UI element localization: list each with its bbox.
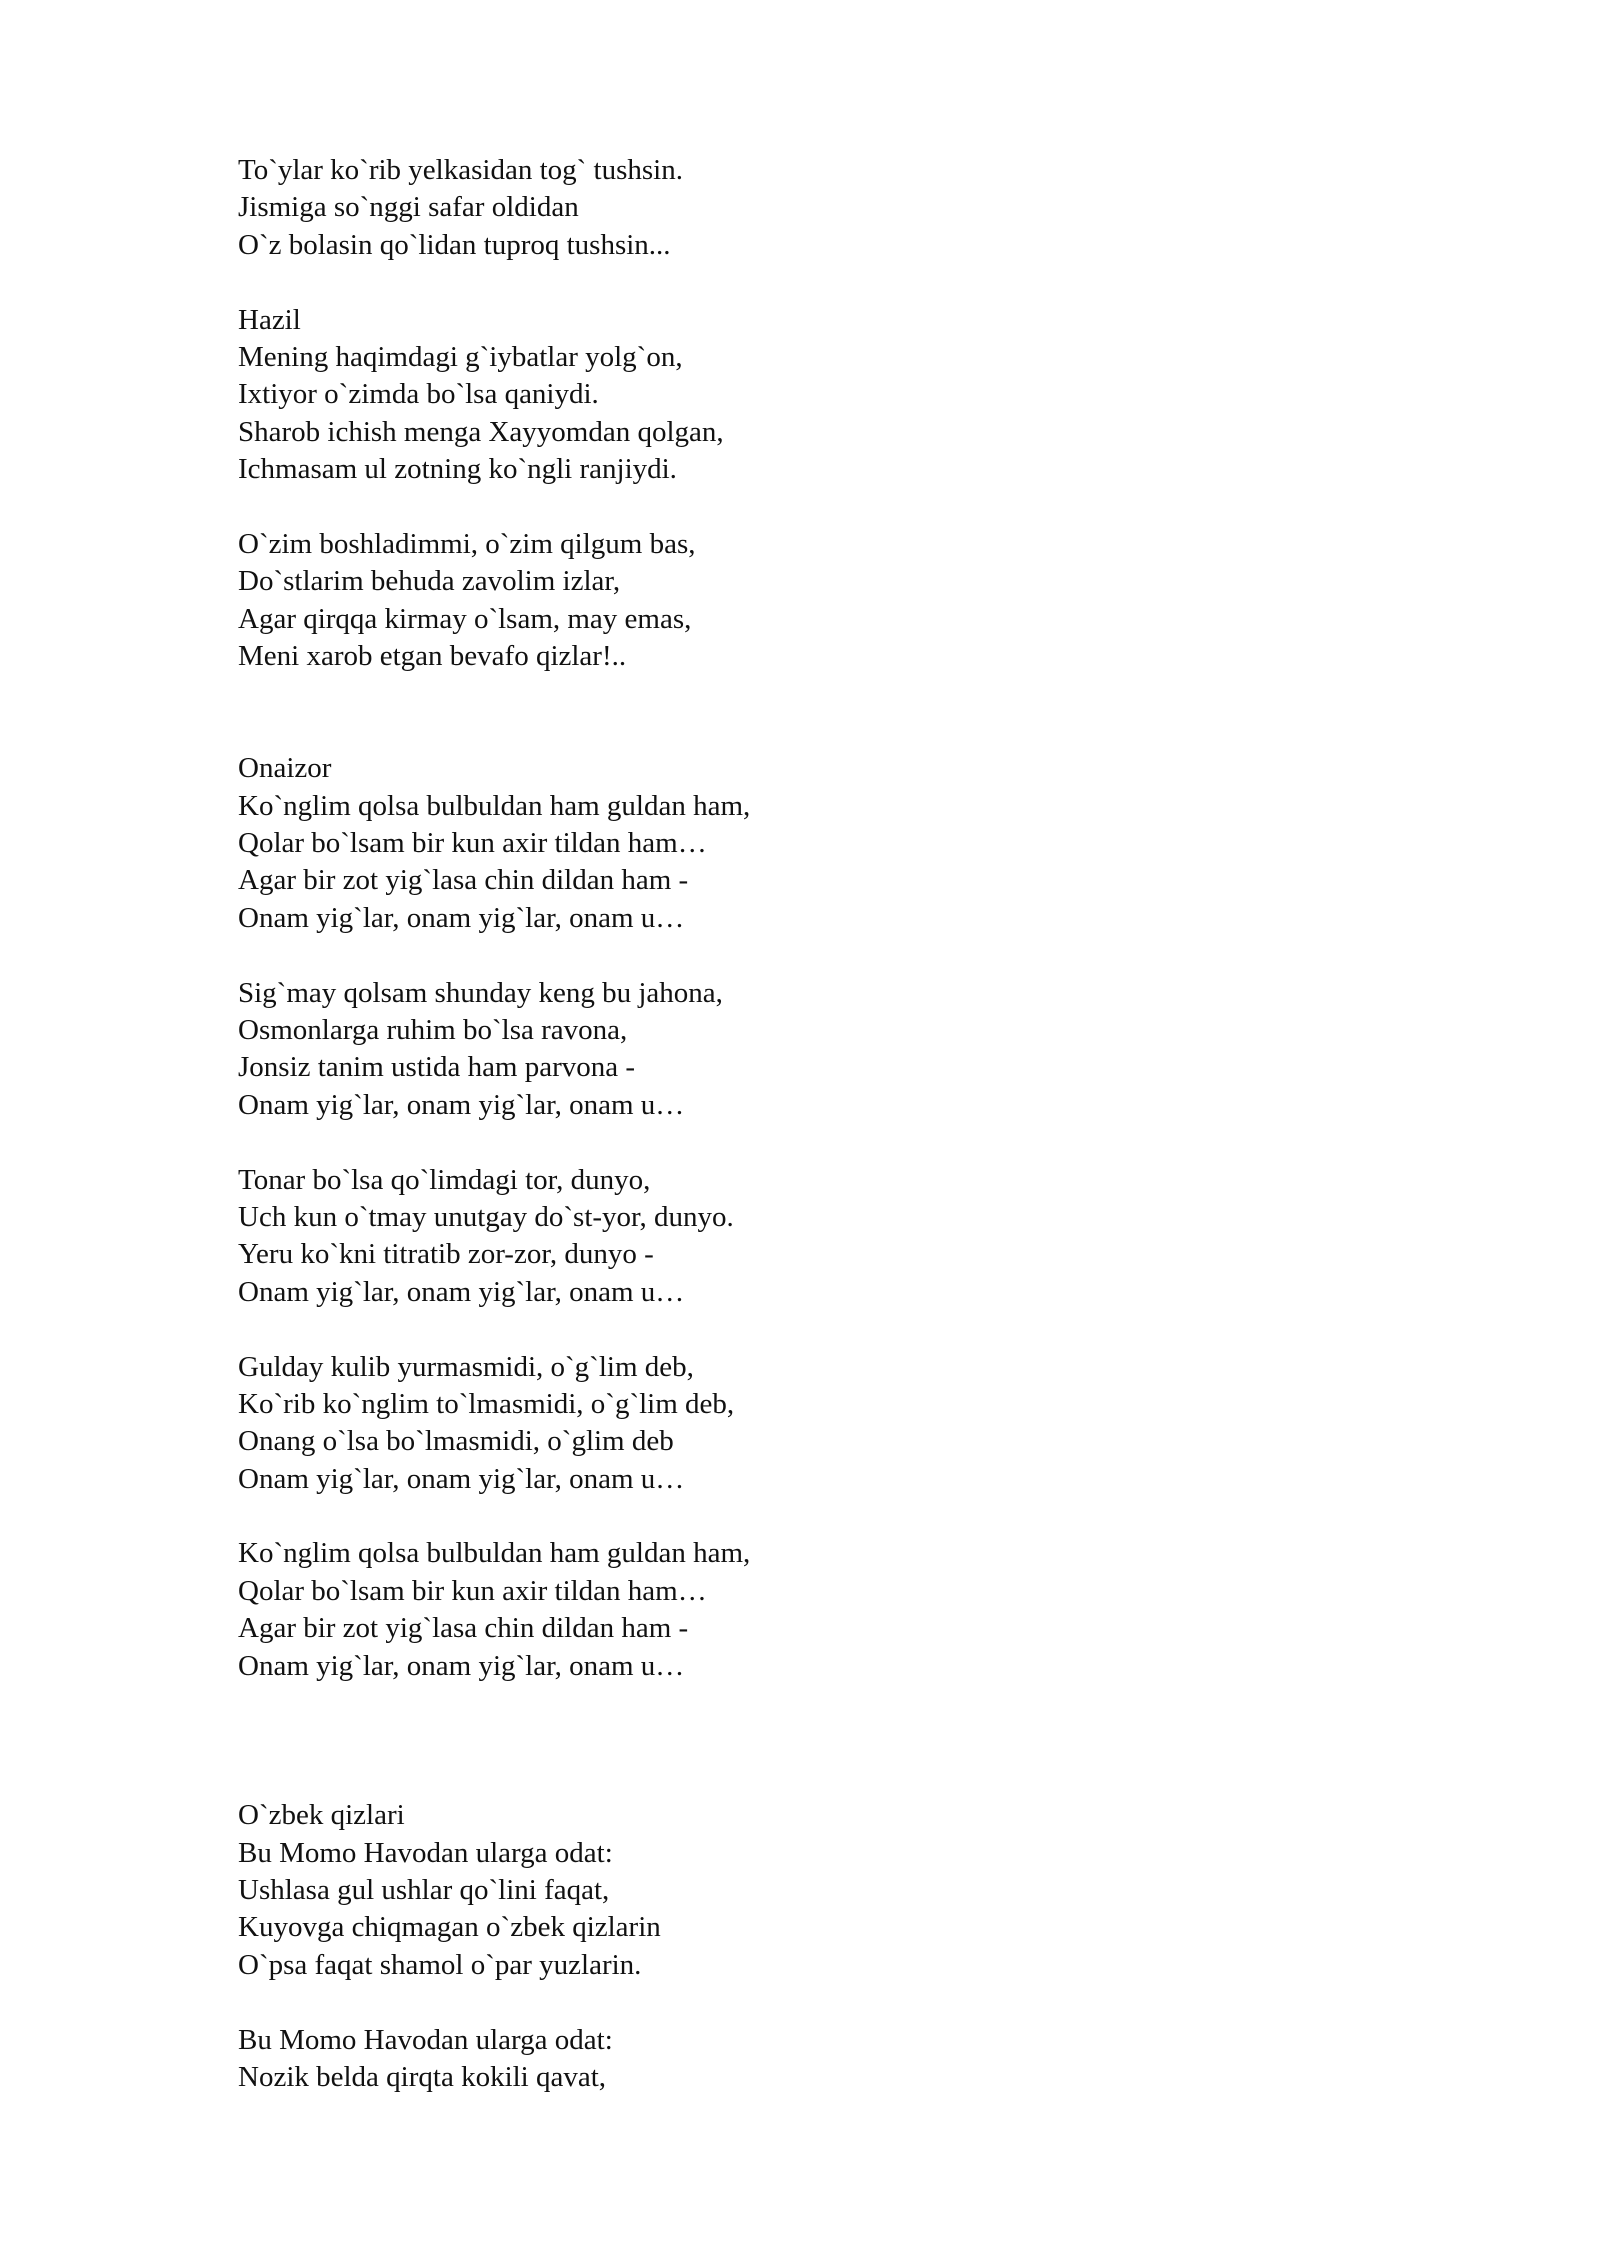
poem-line: Ushlasa gul ushlar qo`lini faqat, (238, 1874, 610, 1906)
poem-line: Ichmasam ul zotning ko`ngli ranjiydi. (238, 453, 677, 486)
poem-line: O`psa faqat shamol o`par yuzlarin. (238, 1948, 642, 1981)
section-gap (238, 675, 1438, 750)
poem-onaizor (238, 750, 1438, 1685)
poem-line: Sig`may qolsam shunday keng bu jahona, (238, 976, 723, 1009)
poem-line: Onam yig`lar, onam yig`lar, onam u… (238, 1088, 685, 1121)
poem-line: Gulday kulib yurmasmidi, o`g`lim deb, (238, 1350, 694, 1383)
poem-line: Ko`nglim qolsa bulbuldan ham guldan ham, (238, 789, 751, 822)
stanza-gap (238, 1311, 1438, 1348)
poem-line: O`z bolasin qo`lidan tuproq tushsin... (238, 228, 671, 261)
poem-line: Agar qirqqa kirmay o`lsam, may emas, (238, 602, 692, 635)
stanza-gap (238, 1124, 1438, 1161)
poem-line: Agar bir zot yig`lasa chin dildan ham - (238, 1612, 689, 1645)
poem-line: Onam yig`lar, onam yig`lar, onam u… (238, 1462, 685, 1495)
poem-line: Jonsiz tanim ustida ham parvona - (238, 1051, 636, 1084)
poem-title: Hazil (238, 303, 301, 336)
poem-line: Onam yig`lar, onam yig`lar, onam u… (238, 1649, 685, 1682)
poem-line: Qolar bo`lsam bir kun axir tildan ham… (238, 1574, 707, 1607)
poem-line: Qolar bo`lsam bir kun axir tildan ham… (238, 827, 707, 860)
document-page (238, 152, 1438, 2096)
poem-title: Onaizor (238, 752, 332, 785)
poem-line: Ko`rib ko`nglim to`lmasmidi, o`g`lim deb, (238, 1387, 735, 1420)
poem-line: Sharob ichish menga Xayyomdan qolgan, (238, 415, 724, 448)
poem-title: O`zbek qizlari (238, 1799, 405, 1832)
stanza-gap (238, 489, 1438, 526)
poem-line: Onang o`lsa bo`lmasmidi, o`glim deb (238, 1425, 674, 1458)
stanza-gap (238, 937, 1438, 974)
poem-fragment (238, 152, 1438, 264)
poem-line: Mening haqimdagi g`iybatlar yolg`on, (238, 340, 683, 373)
poem-line: Meni xarob etgan bevafo qizlar!.. (238, 640, 627, 673)
stanza-gap (238, 1984, 1438, 2021)
poem-line: Onam yig`lar, onam yig`lar, onam u… (238, 901, 685, 934)
stanza-gap (238, 264, 1438, 301)
poem-line: To`ylar ko`rib yelkasidan tog` tushsin. (238, 154, 683, 186)
poem-line: Ixtiyor o`zimda bo`lsa qaniydi. (238, 378, 599, 411)
poem-line: Kuyovga chiqmagan o`zbek qizlarin (238, 1911, 661, 1944)
poem-line: Onam yig`lar, onam yig`lar, onam u… (238, 1275, 685, 1308)
poem-hazil (238, 302, 1438, 676)
poem-line: Jismiga so`nggi safar oldidan (238, 191, 579, 224)
poem-line: Osmonlarga ruhim bo`lsa ravona, (238, 1014, 628, 1046)
stanza-gap (238, 1498, 1438, 1535)
poem-line: Do`stlarim behuda zavolim izlar, (238, 565, 621, 598)
poem-line: Yeru ko`kni titratib zor-zor, dunyo - (238, 1238, 654, 1271)
poem-line: Bu Momo Havodan ularga odat: (238, 2023, 613, 2056)
section-gap (238, 1685, 1438, 1797)
poem-ozbek-qizlari (238, 1797, 1438, 2096)
poem-line: Uch kun o`tmay unutgay do`st-yor, dunyo. (238, 1200, 734, 1233)
poem-line: Tonar bo`lsa qo`limdagi tor, dunyo, (238, 1163, 651, 1196)
poem-line: Bu Momo Havodan ularga odat: (238, 1836, 613, 1869)
poem-line: Nozik belda qirqta kokili qavat, (238, 2060, 607, 2093)
poem-line: Agar bir zot yig`lasa chin dildan ham - (238, 864, 689, 897)
poem-line: O`zim boshladimmi, o`zim qilgum bas, (238, 527, 696, 560)
poem-line: Ko`nglim qolsa bulbuldan ham guldan ham, (238, 1537, 751, 1570)
